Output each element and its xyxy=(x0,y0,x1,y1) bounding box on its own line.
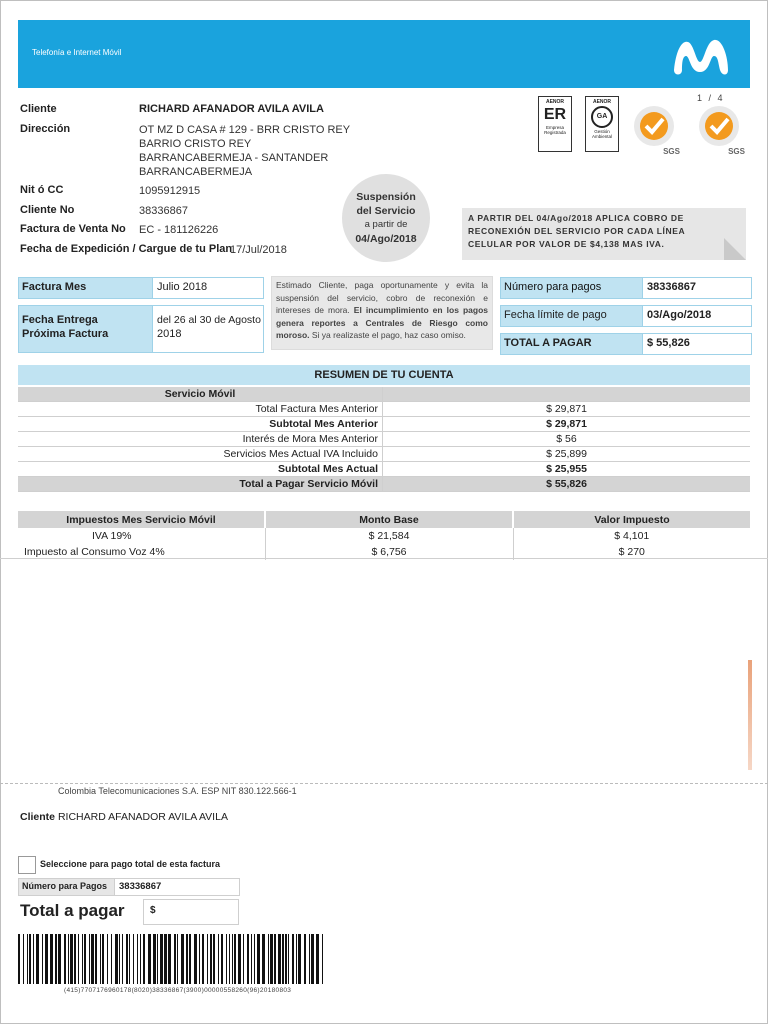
suspension-bubble xyxy=(342,174,430,262)
movistar-logo-icon xyxy=(670,32,732,76)
barcode-bar xyxy=(29,934,31,984)
row-value: $ 29,871 xyxy=(383,417,751,432)
barcode-bar xyxy=(292,934,294,984)
barcode-bar xyxy=(64,934,66,984)
barcode-bar xyxy=(270,934,273,984)
ga-mark: GA xyxy=(591,106,613,128)
barcode-bar xyxy=(298,934,301,984)
reconnection-notice xyxy=(462,208,746,260)
fecha-entrega-value-box xyxy=(152,305,264,353)
table-row xyxy=(18,462,750,477)
factura-value: EC - 181126226 xyxy=(139,224,219,236)
table-row xyxy=(18,402,750,417)
barcode-bar xyxy=(36,934,39,984)
sgs-label: SGS xyxy=(728,147,745,156)
sgs-label: SGS xyxy=(663,147,680,156)
barcode-bar xyxy=(45,934,48,984)
barcode-bar xyxy=(70,934,73,984)
barcode-bar xyxy=(207,934,208,984)
barcode-bar xyxy=(199,934,200,984)
direccion-line: BARRANCABERMEJA xyxy=(139,166,253,178)
fecha-expedicion-label: Fecha de Expedición / Cargue de tu Plan xyxy=(20,243,233,255)
payment-barcode xyxy=(18,934,326,984)
barcode-bar xyxy=(213,934,215,984)
fecha-limite-value: 03/Ago/2018 xyxy=(647,309,712,321)
barcode-bar xyxy=(194,934,197,984)
row-label: Interés de Mora Mes Anterior xyxy=(18,432,383,447)
fecha-entrega-label-box xyxy=(18,305,154,353)
barcode-bar xyxy=(304,934,306,984)
factura-mes-value: Julio 2018 xyxy=(157,281,208,293)
impuesto-valor: $ 4,101 xyxy=(614,530,650,542)
fecha-entrega-label-1: Fecha Entrega xyxy=(22,314,98,326)
cliente-label: Cliente xyxy=(20,103,57,115)
fecha-limite-label: Fecha límite de pago xyxy=(504,309,607,321)
row-value: $ 25,899 xyxy=(383,447,751,462)
sgs-check-icon xyxy=(697,104,749,148)
total-pagar-label: TOTAL A PAGAR xyxy=(504,337,592,349)
barcode-bar xyxy=(247,934,249,984)
numero-pagos-label-box xyxy=(500,277,644,299)
row-label: Subtotal Mes Actual xyxy=(18,462,383,477)
factura-mes-label: Factura Mes xyxy=(22,281,87,293)
barcode-bar xyxy=(84,934,86,984)
column-header: Monto Base xyxy=(265,511,513,528)
barcode-bar xyxy=(229,934,230,984)
stub-total-label: Total a pagar xyxy=(20,901,125,920)
barcode-bar xyxy=(218,934,219,984)
total-pagar-value: $ 55,826 xyxy=(647,337,690,349)
barcode-bar xyxy=(119,934,120,984)
barcode-text: (415)7707176960178(8020)38336867(3900)00000558260(96)20180803 xyxy=(64,987,292,994)
barcode-bar xyxy=(181,934,184,984)
numero-pagos-value: 38336867 xyxy=(647,281,696,293)
sgs-iso9001-badge xyxy=(632,104,684,156)
direccion-line: BARRANCABERMEJA - SANTANDER xyxy=(139,152,329,164)
barcode-bar xyxy=(288,934,289,984)
factura-label: Factura de Venta No xyxy=(20,223,126,235)
cut-line xyxy=(0,783,768,784)
barcode-bar xyxy=(137,934,138,984)
service-title: Telefonía e Internet Móvil xyxy=(32,48,122,57)
divider xyxy=(0,558,768,559)
barcode-bar xyxy=(55,934,57,984)
barcode-bar xyxy=(268,934,269,984)
barcode-bar xyxy=(68,934,69,984)
factura-mes-label-box xyxy=(18,277,154,299)
suspension-date: 04/Ago/2018 xyxy=(355,233,417,245)
barcode-bar xyxy=(282,934,284,984)
row-label: Total Factura Mes Anterior xyxy=(18,402,383,417)
row-value: $ 55,826 xyxy=(383,477,751,492)
row-value: $ 56 xyxy=(383,432,751,447)
impuesto-base: $ 6,756 xyxy=(265,544,513,560)
fecha-entrega-value-2: 2018 xyxy=(157,328,182,340)
numero-pagos-value-box xyxy=(642,277,752,299)
barcode-bar xyxy=(168,934,171,984)
payment-reminder-message xyxy=(271,276,493,350)
barcode-bar xyxy=(157,934,158,984)
stub-cliente-value: RICHARD AFANADOR AVILA AVILA xyxy=(57,811,228,823)
cliente-no-label: Cliente No xyxy=(20,204,75,216)
barcode-bar xyxy=(285,934,287,984)
resumen-table xyxy=(18,387,750,492)
barcode-bar xyxy=(91,934,94,984)
barcode-bar xyxy=(234,934,236,984)
impuesto-name: Impuesto al Consumo Voz 4% xyxy=(18,544,265,560)
table-row xyxy=(18,417,750,432)
barcode-bar xyxy=(202,934,204,984)
barcode-bar xyxy=(278,934,281,984)
table-row xyxy=(18,528,750,544)
suspension-line2: del Servicio xyxy=(356,205,416,217)
aenor-label: AENOR xyxy=(592,99,612,105)
numero-pagos-label: Número para pagos xyxy=(504,281,602,293)
barcode-bar xyxy=(296,934,297,984)
pay-total-checkbox-label: Seleccione para pago total de esta factura xyxy=(40,859,221,869)
barcode-bar xyxy=(89,934,90,984)
notice-text: A PARTIR DEL 04/Ago/2018 APLICA COBRO DE RECONEXIÓN DEL SERVICIO POR CADA LÍNEA CELULAR POR VALOR DE $4,138 MAS IVA. xyxy=(468,213,685,249)
fecha-entrega-label-2: Próxima Factura xyxy=(22,328,109,340)
barcode-bar xyxy=(140,934,141,984)
barcode-bar xyxy=(174,934,176,984)
barcode-bar xyxy=(42,934,43,984)
barcode-bar xyxy=(27,934,28,984)
barcode-bar xyxy=(102,934,104,984)
barcode-bar xyxy=(311,934,314,984)
barcode-bar xyxy=(115,934,118,984)
barcode-bar xyxy=(189,934,191,984)
page-curl xyxy=(724,238,746,260)
row-value: $ 25,955 xyxy=(383,462,751,477)
barcode-bar xyxy=(95,934,97,984)
row-label: Subtotal Mes Anterior xyxy=(18,417,383,432)
barcode-bar xyxy=(33,934,34,984)
table-row xyxy=(18,447,750,462)
barcode-bar xyxy=(243,934,244,984)
barcode-bar xyxy=(226,934,227,984)
barcode-bar xyxy=(186,934,188,984)
barcode-bar xyxy=(160,934,163,984)
side-mark xyxy=(748,660,752,770)
suspension-line3: a partir de xyxy=(364,219,408,230)
barcode-bar xyxy=(122,934,123,984)
impuestos-table xyxy=(18,511,750,560)
column-header: Impuestos Mes Servicio Móvil xyxy=(18,511,265,528)
barcode-bar xyxy=(254,934,255,984)
header-banner xyxy=(18,20,750,88)
resumen-header: Servicio Móvil xyxy=(18,387,383,402)
aenor-ga-sub: Gestión Ambiental xyxy=(591,129,612,139)
sgs-check-icon xyxy=(632,104,684,148)
column-header: Valor Impuesto xyxy=(513,511,750,528)
barcode-bar xyxy=(262,934,265,984)
currency-prefix: $ xyxy=(150,905,156,916)
message-part1: Estimado Cliente, paga oportunamente y evita la suspensión del servicio, cobro de reconexión e intereses de mora. xyxy=(276,280,488,315)
stub-cliente-label: Cliente xyxy=(20,811,56,823)
er-mark: ER xyxy=(543,106,567,123)
nit-value: 1095912915 xyxy=(139,185,201,197)
impuesto-base: $ 21,584 xyxy=(265,528,513,544)
barcode-bar xyxy=(129,934,130,984)
impuesto-name: IVA 19% xyxy=(18,528,265,544)
fecha-limite-value-box xyxy=(642,305,752,327)
pay-total-checkbox[interactable] xyxy=(18,856,36,874)
fecha-limite-label-box xyxy=(500,305,644,327)
stub-numero-label: Número para Pagos xyxy=(22,881,108,891)
total-pagar-value-box xyxy=(642,333,752,355)
barcode-bar xyxy=(143,934,145,984)
barcode-bar xyxy=(257,934,260,984)
resumen-header-row xyxy=(18,387,750,402)
message-part2: El incumplimiento en los pagos genera reportes a Centrales de Riesgo como moroso. xyxy=(276,305,488,340)
row-value: $ 29,871 xyxy=(383,402,751,417)
stub-cliente xyxy=(20,811,228,823)
row-label: Total a Pagar Servicio Móvil xyxy=(18,477,383,492)
impuesto-valor: $ 270 xyxy=(618,546,645,558)
barcode-bar xyxy=(78,934,79,984)
barcode-bar xyxy=(251,934,252,984)
cliente-value: RICHARD AFANADOR AVILA AVILA xyxy=(139,103,324,115)
direccion-line: OT MZ D CASA # 129 - BRR CRISTO REY xyxy=(139,124,351,136)
fecha-expedicion-value: 17/Jul/2018 xyxy=(230,244,287,256)
resumen-title: RESUMEN DE TU CUENTA xyxy=(18,365,750,385)
sgs-iso14001-badge xyxy=(697,104,749,156)
barcode-bar xyxy=(309,934,310,984)
company-legal: Colombia Telecomunicaciones S.A. ESP NIT 830.122.566-1 xyxy=(58,786,297,796)
table-row xyxy=(18,477,750,492)
barcode-bar xyxy=(50,934,53,984)
barcode-bar xyxy=(18,934,20,984)
row-label: Servicios Mes Actual IVA Incluido xyxy=(18,447,383,462)
barcode-bar xyxy=(238,934,241,984)
barcode-bar xyxy=(177,934,178,984)
barcode-bar xyxy=(221,934,223,984)
page-indicator: 1 / 4 xyxy=(697,93,725,103)
stub-numero-label-box xyxy=(18,878,116,896)
direccion-value xyxy=(139,123,350,179)
message-part3: Si ya realizaste el pago, haz caso omiso. xyxy=(309,330,466,340)
barcode-bar xyxy=(232,934,233,984)
fecha-entrega-value-1: del 26 al 30 de Agosto xyxy=(157,314,261,326)
barcode-bar xyxy=(82,934,83,984)
barcode-bar xyxy=(274,934,276,984)
nit-label: Nit ó CC xyxy=(20,184,64,196)
barcode-bar xyxy=(58,934,61,984)
aenor-label: AENOR xyxy=(545,99,565,105)
barcode-bar xyxy=(316,934,319,984)
barcode-bar xyxy=(107,934,108,984)
barcode-bar xyxy=(133,934,134,984)
barcode-bar xyxy=(322,934,323,984)
stub-numero-value: 38336867 xyxy=(119,881,162,892)
aenor-ga-badge xyxy=(585,96,619,152)
barcode-bar xyxy=(74,934,76,984)
table-row xyxy=(18,432,750,447)
total-pagar-label-box xyxy=(500,333,644,355)
impuestos-header-row xyxy=(18,511,750,528)
stub-numero-value-box xyxy=(114,878,240,896)
barcode-bar xyxy=(210,934,212,984)
cliente-no-value: 38336867 xyxy=(139,205,188,217)
stub-total-input[interactable] xyxy=(143,899,239,925)
aenor-er-sub: Empresa Registrada xyxy=(544,125,566,135)
direccion-label: Dirección xyxy=(20,123,71,135)
barcode-bar xyxy=(23,934,24,984)
barcode-bar xyxy=(111,934,112,984)
barcode-bar xyxy=(100,934,101,984)
barcode-bar xyxy=(164,934,167,984)
barcode-bar xyxy=(148,934,151,984)
barcode-bar xyxy=(126,934,128,984)
barcode-bar xyxy=(153,934,156,984)
factura-mes-value-box xyxy=(152,277,264,299)
direccion-line: BARRIO CRISTO REY xyxy=(139,138,252,150)
suspension-line1: Suspensión xyxy=(356,191,416,203)
aenor-er-badge xyxy=(538,96,572,152)
